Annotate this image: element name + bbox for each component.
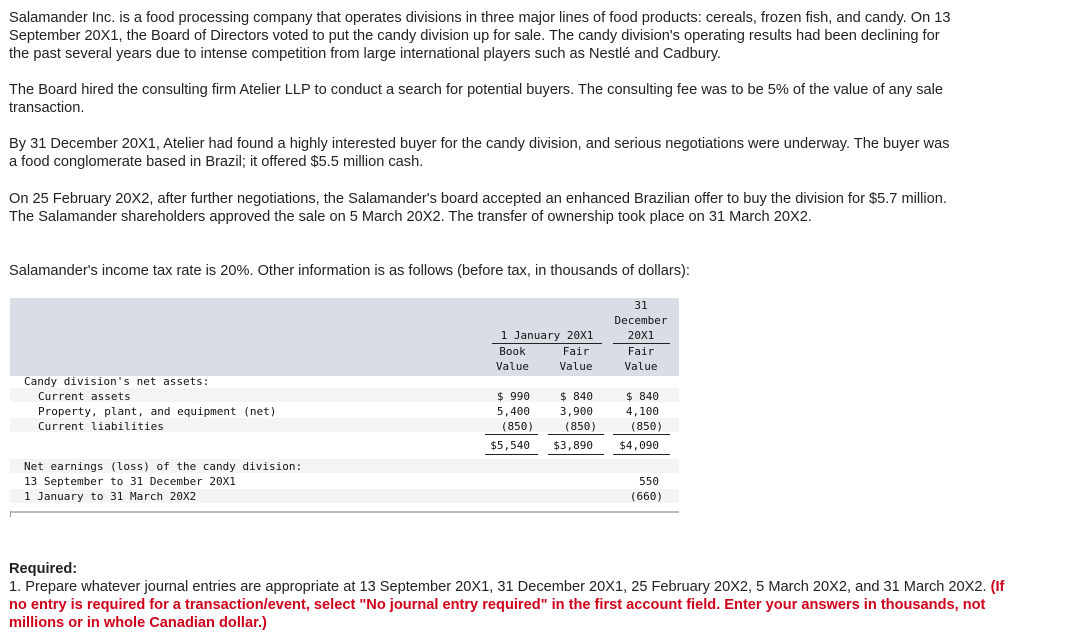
- earnings-label: Net earnings (loss) of the candy division:: [24, 460, 303, 473]
- earnings-period-2-value: (660): [629, 490, 663, 503]
- table-bottom-rule: [10, 511, 679, 513]
- required-note: (If no entry is required for a transaction/event, select "No journal entry required" in the first account field. Enter your answers in thousands, not millions or in whole Canadian dollar.): [9, 579, 1005, 631]
- financial-table: [10, 298, 679, 517]
- row-label-current-liabilities: Current liabilities: [38, 420, 164, 433]
- consulting-paragraph: The Board hired the consulting firm Atelier LLP to conduct a search for potential buyers. The consulting fee was to be 5% of the value of any sale transaction.: [9, 82, 944, 116]
- total-fair: $3,890: [553, 439, 593, 452]
- cell-book-ppe: 5,400: [496, 405, 530, 418]
- cell-fair-current-assets: $ 840: [559, 390, 593, 403]
- cell-dec-current-liabilities: (850): [629, 420, 663, 433]
- subtotal-underline-book: [485, 434, 538, 435]
- cell-dec-ppe: 4,100: [625, 405, 659, 418]
- required-section: [9, 560, 1009, 632]
- earnings-period-1-value: 550: [639, 475, 659, 488]
- header-fair-2: Value: [559, 360, 593, 373]
- total-book: $5,540: [490, 439, 530, 452]
- cell-fair-ppe: 3,900: [559, 405, 593, 418]
- header-group-january: 1 January 20X1: [500, 329, 594, 342]
- header-fair-3: Fair: [627, 345, 655, 358]
- total-dec: $4,090: [619, 439, 659, 452]
- header-book-2: Value: [495, 360, 530, 373]
- intro-paragraph: Salamander Inc. is a food processing company that operates divisions in three major lines of food products: cereals, frozen fish, and candy. On 13 September 20X1, the Board of Directors voted to put the candy division up for sale. The candy division's operating results had been declining for the past several years due to intense competition from large international players such as Nestlé and Cadbury.: [9, 10, 951, 62]
- earnings-period-1-label: 13 September to 31 December 20X1: [24, 475, 236, 488]
- table-corner-tick: [10, 511, 11, 517]
- header-dec-line3: 20X1: [627, 329, 655, 342]
- header-book-1: Book: [499, 345, 526, 358]
- subtotal-underline-dec: [613, 434, 670, 435]
- required-instruction: 1. Prepare whatever journal entries are appropriate at 13 September 20X1, 31 December 20X1, 25 February 20X2, 5 March 20X2, and 31 March 20X2.: [9, 579, 987, 595]
- row-label-current-assets: Current assets: [38, 390, 131, 403]
- header-dec-line2: December: [614, 314, 668, 327]
- total-double-underline-fair: [548, 454, 604, 455]
- tax-paragraph: Salamander's income tax rate is 20%. Other information is as follows (before tax, in thousands of dollars):: [9, 263, 690, 279]
- total-double-underline-dec: [613, 454, 670, 455]
- sale-paragraph: On 25 February 20X2, after further negotiations, the Salamander's board accepted an enhanced Brazilian offer to buy the division for $5.7 million. The Salamander shareholders approved the sale on 5 March 20X2. The transfer of ownership took place on 31 March 20X2.: [9, 191, 947, 225]
- cell-book-current-liabilities: (850): [500, 420, 534, 433]
- buyer-paragraph: By 31 December 20X1, Atelier had found a highly interested buyer for the candy division, and serious negotiations were underway. The buyer was a food conglomerate based in Brazil; it offered $5.5 million cash.: [9, 136, 950, 170]
- header-dec-line1: 31: [634, 299, 648, 312]
- header-fair-1: Fair: [562, 345, 590, 358]
- total-double-underline-book: [485, 454, 538, 455]
- row-label-ppe: Property, plant, and equipment (net): [38, 405, 277, 418]
- subtotal-underline-fair: [548, 434, 604, 435]
- earnings-period-2-label: 1 January to 31 March 20X2: [24, 490, 197, 503]
- header-fair-4: Value: [624, 360, 658, 373]
- net-assets-label: Candy division's net assets:: [24, 375, 210, 388]
- required-title: Required:: [9, 561, 78, 577]
- cell-fair-current-liabilities: (850): [563, 420, 597, 433]
- cell-book-current-assets: $ 990: [496, 390, 530, 403]
- cell-dec-current-assets: $ 840: [625, 390, 659, 403]
